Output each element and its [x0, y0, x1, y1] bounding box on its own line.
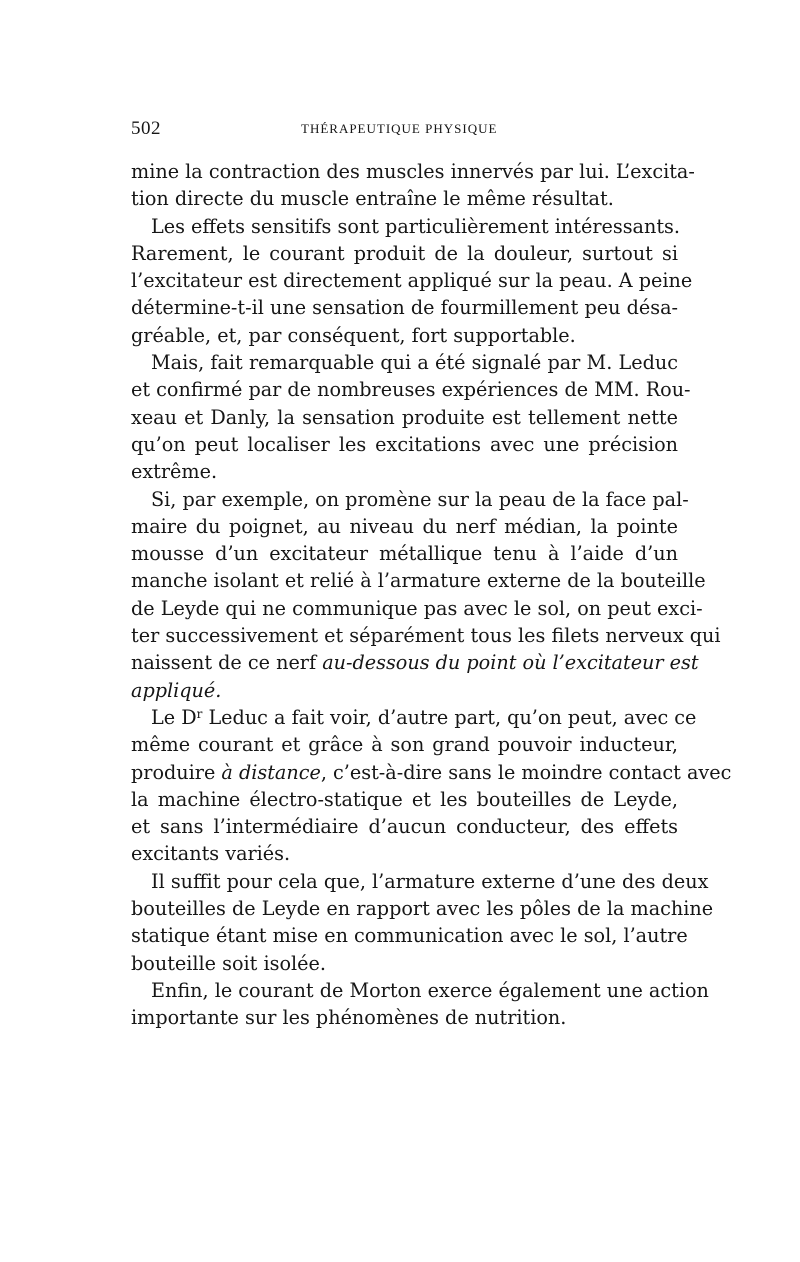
page-header [131, 118, 678, 144]
page-number: 502 [131, 118, 161, 139]
paragraph [131, 349, 691, 485]
text-line [131, 759, 732, 786]
italic-text: au-dessous du point où l’excitateur est [322, 651, 699, 675]
text-line: et sans l’intermédiaire d’aucun conducteur, des effets [131, 815, 678, 839]
superscript-text: r [196, 706, 203, 721]
page-body [131, 158, 732, 1032]
text-line: manche isolant et relié à l’armature externe de la bouteille [131, 569, 706, 593]
text-line: même courant et grâce à son grand pouvoir inducteur, [131, 733, 678, 757]
running-title: THÉRAPEUTIQUE PHYSIQUE [301, 121, 498, 136]
text-line: Mais, fait remarquable qui a été signalé par M. Leduc [151, 351, 678, 375]
text-line: Rarement, le courant produit de la douleur, surtout si [131, 241, 678, 265]
paragraph [131, 486, 721, 704]
text-line: et confirmé par de nombreuses expériences de MM. Rou- [131, 378, 691, 402]
italic-text: appliqué. [131, 678, 222, 702]
text-line: l’excitateur est directement appliqué sur la peau. A peine [131, 269, 693, 293]
text-line [131, 677, 678, 704]
text-line [131, 649, 699, 676]
text-line: Les effets sensitifs sont particulièrement intéressants. [151, 214, 680, 238]
text-line: mine la contraction des muscles innervés par lui. L’excita- [131, 160, 695, 183]
text-line: gréable, et, par conséquent, fort supportable. [131, 323, 576, 347]
text-run: Leduc a fait voir, d’autre part, qu’on peut, avec ce [202, 705, 697, 729]
text-line: Si, par exemple, on promène sur la peau de la face pal- [151, 487, 689, 511]
text-line [131, 704, 697, 731]
text-line: bouteille soit isolée. [131, 951, 326, 975]
paragraph [131, 158, 695, 213]
text-run: , c’est-à-dire sans le moindre contact avec [320, 760, 732, 784]
text-line: excitants variés. [131, 842, 291, 866]
text-line: mousse d’un excitateur métallique tenu à l’aide d’un [131, 542, 678, 566]
text-run: produire [131, 760, 222, 784]
text-line: statique étant mise en communication avec le sol, l’autre [131, 924, 688, 948]
text-line: ter successivement et séparément tous les filets nerveux qui [131, 624, 721, 648]
paragraph [131, 213, 693, 349]
paragraph [131, 977, 709, 1032]
text-line: maire du poignet, au niveau du nerf médian, la pointe [131, 514, 678, 538]
text-line: xeau et Danly, la sensation produite est tellement nette [131, 405, 678, 429]
text-line: tion directe du muscle entraîne le même résultat. [131, 187, 614, 211]
text-line: de Leyde qui ne communique pas avec le sol, on peut exci- [131, 596, 703, 620]
text-line: importante sur les phénomènes de nutrition. [131, 1006, 567, 1030]
text-run: naissent de ce nerf [131, 651, 323, 675]
text-line: extrême. [131, 460, 218, 484]
text-line: détermine-t-il une sensation de fourmillement peu désa- [131, 296, 678, 320]
text-line: Il suffit pour cela que, l’armature externe d’une des deux [151, 869, 709, 893]
text-line: bouteilles de Leyde en rapport avec les pôles de la machine [131, 897, 714, 921]
paragraph [131, 868, 714, 977]
text-line: qu’on peut localiser les excitations avec une précision [131, 432, 678, 456]
text-run: Le D [151, 705, 197, 729]
text-line: la machine électro-statique et les bouteilles de Leyde, [131, 787, 678, 811]
italic-text: à distance [221, 760, 321, 784]
paragraph [131, 704, 732, 868]
text-line: Enfin, le courant de Morton exerce également une action [151, 978, 709, 1002]
